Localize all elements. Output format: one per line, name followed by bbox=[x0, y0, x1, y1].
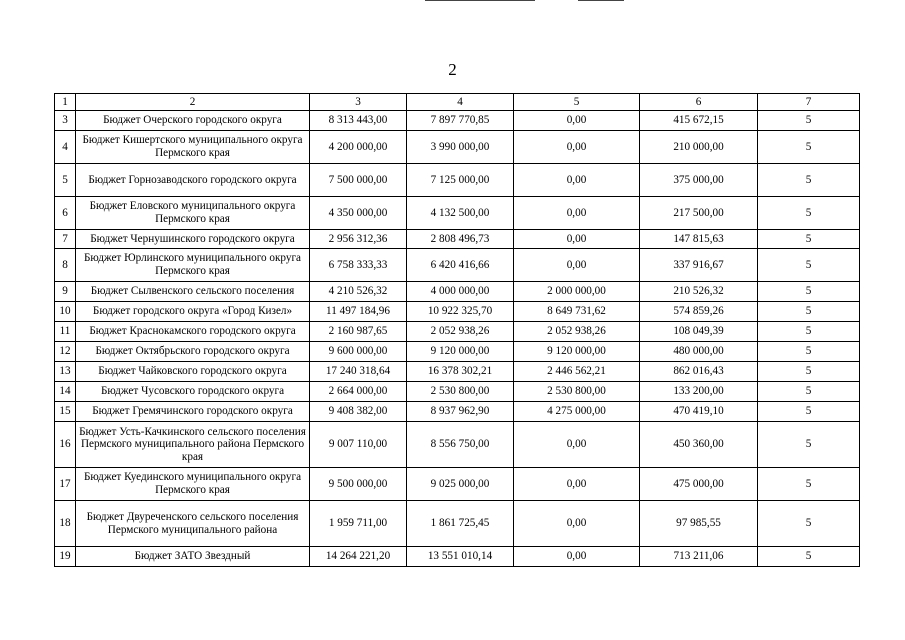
budget-name: Бюджет Краснокамского городского округа bbox=[76, 322, 310, 342]
col3-value: 9 600 000,00 bbox=[310, 342, 407, 362]
header-cell: 7 bbox=[758, 94, 860, 111]
budget-name: Бюджет городского округа «Город Кизел» bbox=[76, 302, 310, 322]
table-row bbox=[55, 547, 860, 567]
col6-value: 108 049,39 bbox=[640, 322, 758, 342]
col6-value: 470 419,10 bbox=[640, 402, 758, 422]
budget-table bbox=[54, 93, 860, 567]
col3-value: 9 500 000,00 bbox=[310, 468, 407, 501]
col3-value: 11 497 184,96 bbox=[310, 302, 407, 322]
col4-value: 1 861 725,45 bbox=[407, 501, 514, 547]
col3-value: 6 758 333,33 bbox=[310, 249, 407, 282]
col5-value: 2 000 000,00 bbox=[514, 282, 640, 302]
row-number: 5 bbox=[55, 164, 76, 197]
col7-value: 5 bbox=[758, 362, 860, 382]
col6-value: 147 815,63 bbox=[640, 230, 758, 249]
col7-value: 5 bbox=[758, 131, 860, 164]
col6-value: 133 200,00 bbox=[640, 382, 758, 402]
table-row bbox=[55, 402, 860, 422]
budget-name: Бюджет Куединского муниципального округа Пермского края bbox=[76, 468, 310, 501]
col5-value: 9 120 000,00 bbox=[514, 342, 640, 362]
col6-value: 375 000,00 bbox=[640, 164, 758, 197]
col5-value: 2 052 938,26 bbox=[514, 322, 640, 342]
col7-value: 5 bbox=[758, 382, 860, 402]
col7-value: 5 bbox=[758, 230, 860, 249]
table-row bbox=[55, 302, 860, 322]
header-cell: 6 bbox=[640, 94, 758, 111]
budget-name: Бюджет Горнозаводского городского округа bbox=[76, 164, 310, 197]
col3-value: 4 200 000,00 bbox=[310, 131, 407, 164]
col7-value: 5 bbox=[758, 422, 860, 468]
table-row bbox=[55, 322, 860, 342]
col5-value: 0,00 bbox=[514, 547, 640, 567]
top-rule-left bbox=[425, 0, 535, 1]
col3-value: 14 264 221,20 bbox=[310, 547, 407, 567]
col7-value: 5 bbox=[758, 111, 860, 131]
col4-value: 6 420 416,66 bbox=[407, 249, 514, 282]
table-row bbox=[55, 230, 860, 249]
table-row bbox=[55, 382, 860, 402]
col4-value: 9 025 000,00 bbox=[407, 468, 514, 501]
row-number: 14 bbox=[55, 382, 76, 402]
budget-name: Бюджет Октябрьского городского округа bbox=[76, 342, 310, 362]
col3-value: 17 240 318,64 bbox=[310, 362, 407, 382]
header-cell: 1 bbox=[55, 94, 76, 111]
col3-value: 8 313 443,00 bbox=[310, 111, 407, 131]
table-row bbox=[55, 362, 860, 382]
budget-name: Бюджет ЗАТО Звездный bbox=[76, 547, 310, 567]
col6-value: 210 000,00 bbox=[640, 131, 758, 164]
header-cell: 3 bbox=[310, 94, 407, 111]
row-number: 11 bbox=[55, 322, 76, 342]
col5-value: 0,00 bbox=[514, 249, 640, 282]
page-number: 2 bbox=[448, 60, 457, 79]
col5-value: 0,00 bbox=[514, 131, 640, 164]
row-number: 3 bbox=[55, 111, 76, 131]
col5-value: 4 275 000,00 bbox=[514, 402, 640, 422]
row-number: 4 bbox=[55, 131, 76, 164]
table-row bbox=[55, 111, 860, 131]
header-cell: 4 bbox=[407, 94, 514, 111]
table-row bbox=[55, 282, 860, 302]
budget-name: Бюджет Двуреченского сельского поселения Пермского муниципального района bbox=[76, 501, 310, 547]
col3-value: 2 664 000,00 bbox=[310, 382, 407, 402]
table-row bbox=[55, 501, 860, 547]
col7-value: 5 bbox=[758, 468, 860, 501]
col4-value: 7 125 000,00 bbox=[407, 164, 514, 197]
row-number: 12 bbox=[55, 342, 76, 362]
col7-value: 5 bbox=[758, 197, 860, 230]
col4-value: 8 937 962,90 bbox=[407, 402, 514, 422]
col6-value: 475 000,00 bbox=[640, 468, 758, 501]
col4-value: 4 000 000,00 bbox=[407, 282, 514, 302]
row-number: 8 bbox=[55, 249, 76, 282]
col7-value: 5 bbox=[758, 282, 860, 302]
row-number: 10 bbox=[55, 302, 76, 322]
row-number: 13 bbox=[55, 362, 76, 382]
col7-value: 5 bbox=[758, 249, 860, 282]
col5-value: 0,00 bbox=[514, 111, 640, 131]
header-cell: 5 bbox=[514, 94, 640, 111]
col4-value: 2 808 496,73 bbox=[407, 230, 514, 249]
budget-name: Бюджет Очерского городского округа bbox=[76, 111, 310, 131]
col5-value: 0,00 bbox=[514, 422, 640, 468]
col7-value: 5 bbox=[758, 501, 860, 547]
col4-value: 2 530 800,00 bbox=[407, 382, 514, 402]
row-number: 16 bbox=[55, 422, 76, 468]
table-row bbox=[55, 131, 860, 164]
col4-value: 7 897 770,85 bbox=[407, 111, 514, 131]
col6-value: 713 211,06 bbox=[640, 547, 758, 567]
col3-value: 4 350 000,00 bbox=[310, 197, 407, 230]
col6-value: 450 360,00 bbox=[640, 422, 758, 468]
col4-value: 2 052 938,26 bbox=[407, 322, 514, 342]
table-row bbox=[55, 197, 860, 230]
col6-value: 415 672,15 bbox=[640, 111, 758, 131]
budget-name: Бюджет Еловского муниципального округа Пермского края bbox=[76, 197, 310, 230]
col4-value: 3 990 000,00 bbox=[407, 131, 514, 164]
col4-value: 10 922 325,70 bbox=[407, 302, 514, 322]
col3-value: 2 160 987,65 bbox=[310, 322, 407, 342]
col5-value: 0,00 bbox=[514, 164, 640, 197]
col5-value: 2 530 800,00 bbox=[514, 382, 640, 402]
budget-name: Бюджет Чайковского городского округа bbox=[76, 362, 310, 382]
col3-value: 9 007 110,00 bbox=[310, 422, 407, 468]
row-number: 18 bbox=[55, 501, 76, 547]
row-number: 19 bbox=[55, 547, 76, 567]
col7-value: 5 bbox=[758, 402, 860, 422]
col6-value: 574 859,26 bbox=[640, 302, 758, 322]
col5-value: 0,00 bbox=[514, 197, 640, 230]
col6-value: 217 500,00 bbox=[640, 197, 758, 230]
col6-value: 210 526,32 bbox=[640, 282, 758, 302]
row-number: 6 bbox=[55, 197, 76, 230]
budget-name: Бюджет Усть-Качкинского сельского поселения Пермского муниципального района Пермского края bbox=[76, 422, 310, 468]
col6-value: 480 000,00 bbox=[640, 342, 758, 362]
col7-value: 5 bbox=[758, 342, 860, 362]
col6-value: 97 985,55 bbox=[640, 501, 758, 547]
table-row bbox=[55, 422, 860, 468]
row-number: 9 bbox=[55, 282, 76, 302]
table-row bbox=[55, 468, 860, 501]
col5-value: 8 649 731,62 bbox=[514, 302, 640, 322]
budget-name: Бюджет Кишертского муниципального округа Пермского края bbox=[76, 131, 310, 164]
col7-value: 5 bbox=[758, 322, 860, 342]
row-number: 17 bbox=[55, 468, 76, 501]
col7-value: 5 bbox=[758, 302, 860, 322]
col5-value: 2 446 562,21 bbox=[514, 362, 640, 382]
col3-value: 7 500 000,00 bbox=[310, 164, 407, 197]
top-rule-right bbox=[578, 0, 624, 1]
table-row bbox=[55, 342, 860, 362]
row-number: 7 bbox=[55, 230, 76, 249]
header-cell: 2 bbox=[76, 94, 310, 111]
budget-name: Бюджет Чусовского городского округа bbox=[76, 382, 310, 402]
header-row bbox=[55, 94, 860, 111]
row-number: 15 bbox=[55, 402, 76, 422]
col7-value: 5 bbox=[758, 547, 860, 567]
col4-value: 9 120 000,00 bbox=[407, 342, 514, 362]
col5-value: 0,00 bbox=[514, 230, 640, 249]
col3-value: 2 956 312,36 bbox=[310, 230, 407, 249]
col4-value: 4 132 500,00 bbox=[407, 197, 514, 230]
col4-value: 16 378 302,21 bbox=[407, 362, 514, 382]
budget-name: Бюджет Гремячинского городского округа bbox=[76, 402, 310, 422]
table-row bbox=[55, 164, 860, 197]
col4-value: 8 556 750,00 bbox=[407, 422, 514, 468]
table-row bbox=[55, 249, 860, 282]
budget-name: Бюджет Чернушинского городского округа bbox=[76, 230, 310, 249]
col3-value: 4 210 526,32 bbox=[310, 282, 407, 302]
col3-value: 9 408 382,00 bbox=[310, 402, 407, 422]
budget-name: Бюджет Сылвенского сельского поселения bbox=[76, 282, 310, 302]
budget-name: Бюджет Юрлинского муниципального округа Пермского края bbox=[76, 249, 310, 282]
col4-value: 13 551 010,14 bbox=[407, 547, 514, 567]
col3-value: 1 959 711,00 bbox=[310, 501, 407, 547]
col7-value: 5 bbox=[758, 164, 860, 197]
col6-value: 862 016,43 bbox=[640, 362, 758, 382]
col5-value: 0,00 bbox=[514, 468, 640, 501]
col6-value: 337 916,67 bbox=[640, 249, 758, 282]
col5-value: 0,00 bbox=[514, 501, 640, 547]
